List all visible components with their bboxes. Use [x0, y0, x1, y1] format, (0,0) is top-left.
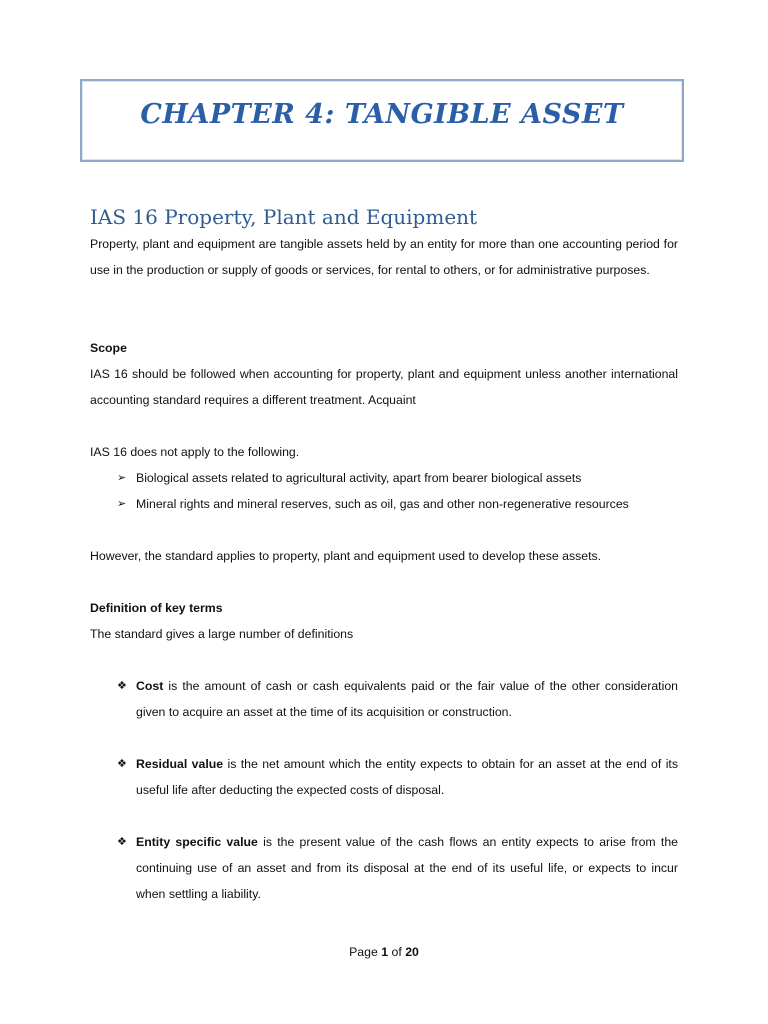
scope-paragraph: IAS 16 should be followed when accounting for property, plant and equipment unless another international accounting standard requires a different treatment. Acquaint: [90, 367, 678, 407]
page-number: 1: [381, 945, 389, 959]
definition-term: Residual value: [136, 757, 224, 771]
definition-text: is the net amount which the entity expects to obtain for an asset at the end of its useful life after deducting the expected costs of disposal.: [136, 757, 678, 797]
diamond-bullet-icon: ❖: [117, 836, 127, 848]
total-pages: 20: [405, 945, 419, 959]
chapter-title-box: [80, 79, 684, 162]
chapter-title: CHAPTER 4: TANGIBLE ASSET: [140, 99, 624, 130]
section-heading: IAS 16 Property, Plant and Equipment: [90, 205, 478, 229]
page-footer: [0, 943, 768, 961]
not-apply-text: IAS 16 does not apply to the following.: [90, 445, 300, 459]
definition-term: Entity specific value: [136, 835, 258, 849]
scope-heading: Scope: [90, 341, 127, 355]
definitions-heading: Definition of key terms: [90, 601, 223, 615]
intro-paragraph: Property, plant and equipment are tangible assets held by an entity for more than one accounting period for use in the production or supply of goods or services, for rental to others, or for administrative purposes.: [90, 237, 678, 277]
diamond-bullet-icon: ❖: [117, 680, 127, 692]
definition-item: [117, 751, 678, 803]
definition-item: [117, 673, 678, 725]
diamond-bullet-icon: ❖: [117, 758, 127, 770]
arrow-bullet-icon: ➢: [117, 498, 127, 510]
list-item-text: Biological assets related to agricultural activity, apart from bearer biological assets: [136, 471, 582, 485]
definitions-intro: The standard gives a large number of definitions: [90, 627, 354, 641]
however-text: However, the standard applies to property, plant and equipment used to develop these assets.: [90, 549, 602, 563]
arrow-bullet-icon: ➢: [117, 472, 127, 484]
of-label: of: [391, 945, 402, 959]
definition-text: is the present value of the cash flows an entity expects to arise from the continuing use of an asset and from its disposal at the end of its useful life, or expects to incur when settling a liability.: [136, 835, 678, 901]
page-label: Page: [349, 945, 378, 959]
list-item-text: Mineral rights and mineral reserves, such as oil, gas and other non-regenerative resources: [136, 497, 629, 511]
definition-term: Cost: [136, 679, 164, 693]
definition-item: [117, 829, 678, 907]
definition-text: is the amount of cash or cash equivalents paid or the fair value of the other consideration given to acquire an asset at the time of its acquisition or construction.: [136, 679, 678, 719]
